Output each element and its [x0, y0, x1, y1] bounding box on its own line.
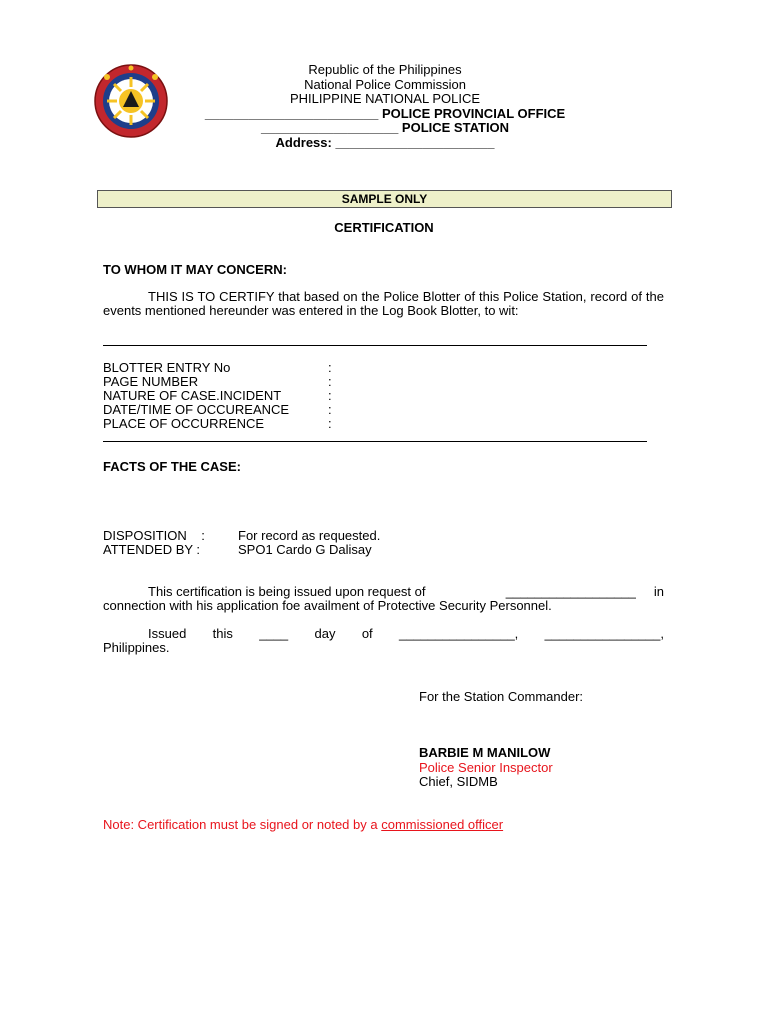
- divider-line: [103, 345, 647, 346]
- intro-paragraph: THIS IS TO CERTIFY that based on the Police Blotter of this Police Station, record of the events mentioned hereunder was entered in the Log Book Blotter, to wit:: [103, 289, 664, 318]
- sample-only-banner: SAMPLE ONLY: [97, 190, 672, 208]
- commissioned-officer-link: commissioned officer: [381, 817, 504, 832]
- header-police-station: ___________________ POLICE STATION: [260, 120, 510, 135]
- header-republic: Republic of the Philippines: [308, 62, 462, 77]
- signatory-position: Chief, SIDMB: [419, 774, 498, 789]
- note: Note: Certification must be signed or noted by a commissioned officer: [103, 817, 504, 832]
- salutation: TO WHOM IT MAY CONCERN:: [103, 262, 287, 277]
- pnp-seal-icon: [93, 63, 169, 139]
- header-provincial-office: ________________________ POLICE PROVINCIAL OFFICE: [204, 105, 566, 121]
- header-napolcom: National Police Commission: [304, 76, 466, 92]
- signatory-name: BARBIE M MANILOW: [419, 745, 551, 760]
- document-title: CERTIFICATION: [334, 220, 434, 235]
- signatory-rank: Police Senior Inspector: [419, 760, 553, 775]
- field-date-time: DATE/TIME OF OCCUREANCE :: [103, 402, 332, 417]
- facts-heading: FACTS OF THE CASE:: [103, 459, 241, 474]
- divider-line: [103, 441, 647, 442]
- field-page-number: PAGE NUMBER :: [103, 374, 332, 389]
- field-blotter-entry: BLOTTER ENTRY No :: [103, 360, 332, 375]
- for-station-commander: For the Station Commander:: [419, 689, 584, 704]
- field-nature-of-case: NATURE OF CASE.INCIDENT :: [103, 388, 332, 403]
- request-paragraph-line1: This certification is being issued upon request of __________________ in: [148, 584, 664, 599]
- field-place: PLACE OF OCCURRENCE :: [103, 416, 332, 431]
- attended-by-row: ATTENDED BY : SPO1 Cardo G Dalisay: [103, 542, 372, 557]
- request-paragraph-line2: connection with his application foe availment of Protective Security Personnel.: [103, 598, 552, 613]
- header-address: Address: ______________________: [275, 134, 495, 150]
- issued-paragraph-line1: Issued this ____ day of ________________, ________________,: [148, 626, 664, 641]
- disposition-row: DISPOSITION : For record as requested.: [103, 528, 381, 543]
- issued-paragraph-line2: Philippines.: [103, 640, 170, 655]
- header-pnp: PHILIPPINE NATIONAL POLICE: [290, 91, 480, 106]
